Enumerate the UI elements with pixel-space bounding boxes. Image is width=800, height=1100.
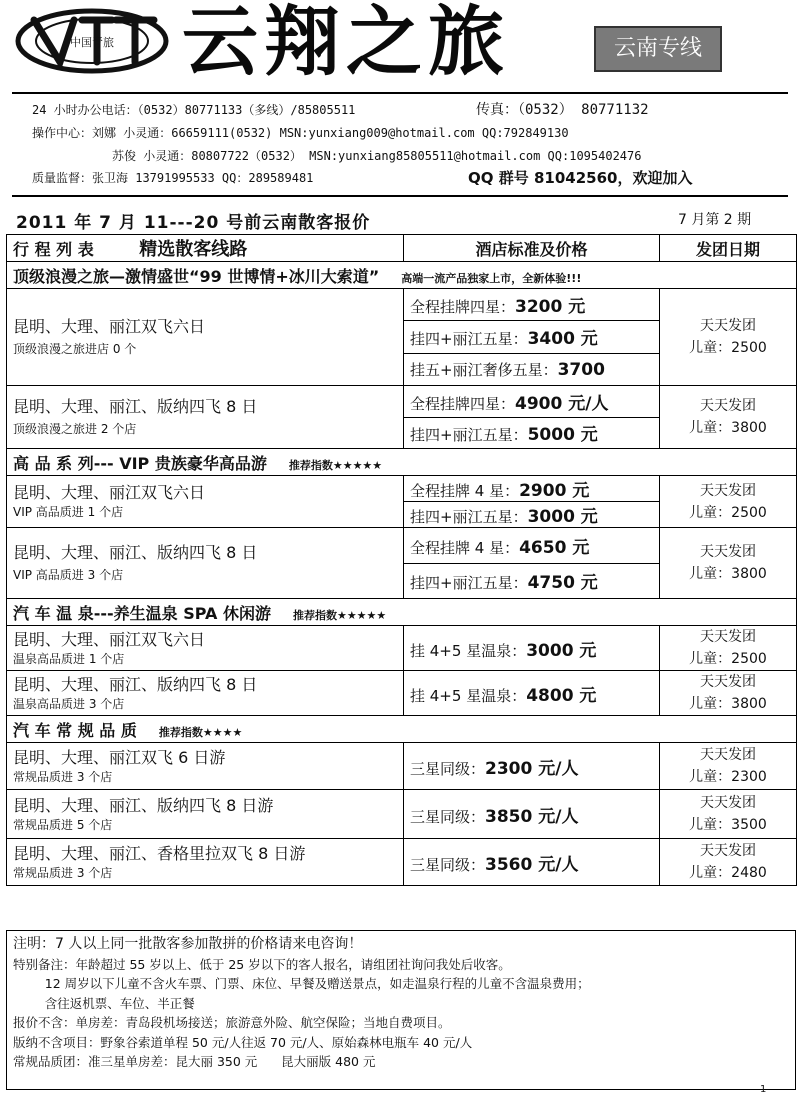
qq-group: QQ 群号 81042560，欢迎加入 — [468, 169, 693, 187]
departure-cell: 天天发团 儿童：3800 — [660, 386, 797, 449]
price-cell: 挂四+丽江五星：3000 元 — [404, 502, 660, 528]
route-sub: 温泉高品质进 1 个店 — [13, 651, 125, 666]
table-row — [7, 386, 797, 418]
table-row — [7, 528, 797, 564]
company-logo — [12, 6, 172, 76]
price-cell: 全程挂牌四星：4900 元/人 — [404, 386, 660, 418]
sheet-title: 2011 年 7 月 11---20 号前云南散客报价 — [16, 213, 371, 233]
header-divider-top — [12, 92, 788, 94]
header-divider-bottom — [12, 195, 788, 197]
table-header-row — [7, 235, 797, 262]
route-sub: 常规品质进 3 个店 — [13, 865, 113, 880]
price-cell: 挂四+丽江五星：3400 元 — [404, 321, 660, 353]
note-line: 12 周岁以下儿童不含火车票、门票、床位、早餐及赠送景点，如走温泉行程的儿童不含温泉费用； — [13, 976, 590, 991]
header-selected-routes: 精选散客线路 — [139, 239, 248, 260]
departure-cell: 天天发团 儿童：3800 — [660, 528, 797, 599]
route-sub: 常规品质进 5 个店 — [13, 817, 113, 832]
price-table — [6, 234, 797, 886]
section-title: 顶级浪漫之旅—激情盛世“99 世博情+冰川大索道” — [13, 266, 380, 286]
section-note: 推荐指数★★★★★ — [288, 458, 383, 472]
section-note: 推荐指数★★★★★ — [292, 608, 387, 622]
route-sub: 顶级浪漫之旅进店 0 个 — [13, 342, 137, 356]
departure-cell: 天天发团 儿童：2300 — [660, 743, 797, 790]
table-row — [7, 626, 797, 671]
note-line: 版纳不含项目：野象谷索道单程 50 元/人往返 70 元/人、原始森林电瓶车 40 元/人 — [13, 1034, 473, 1050]
issue-number: 7 月第 2 期 — [678, 212, 752, 228]
region-badge: 云南专线 — [594, 26, 722, 72]
notes-box — [6, 930, 796, 1090]
route-name: 昆明、大理、丽江双飞六日 — [13, 483, 206, 502]
departure-cell: 天天发团 儿童：2480 — [660, 839, 797, 886]
fax-line: 传真：（0532） 80771132 — [476, 102, 649, 118]
route-name: 昆明、大理、丽江双飞 6 日游 — [13, 747, 226, 767]
route-name: 昆明、大理、丽江、版纳四飞 8 日 — [13, 543, 258, 562]
departure-cell: 天天发团 儿童：3800 — [660, 671, 797, 716]
price-cell: 挂 4+5 星温泉：4800 元 — [404, 671, 660, 716]
table-row — [7, 476, 797, 502]
table-row — [7, 671, 797, 716]
quality-line: 质量监督：张卫海 13791995533 QQ：289589481 — [32, 171, 314, 185]
section-row — [7, 599, 797, 626]
price-cell: 全程挂牌四星：3200 元 — [404, 289, 660, 321]
price-cell: 挂四+丽江五星：5000 元 — [404, 417, 660, 449]
note-line: 报价不含：单房差：青岛段机场接送；旅游意外险、航空保险；当地自费项目。 — [13, 1015, 451, 1030]
note-line: 特别备注：年龄超过 55 岁以上、低于 25 岁以下的客人报名，请组团社询问我处后收客。 — [13, 956, 511, 972]
note-line: 含往返机票、车位、半正餐 — [13, 995, 195, 1011]
route-sub: VIP 高品质进 3 个店 — [13, 568, 124, 582]
price-cell: 全程挂牌 4 星：4650 元 — [404, 528, 660, 564]
departure-cell: 天天发团 儿童：2500 — [660, 476, 797, 528]
section-note: 高端一流产品独家上市，全新体验!!! — [401, 271, 582, 285]
logo-text: 中国青旅 — [70, 36, 114, 49]
price-cell: 挂五+丽江奢侈五星：3700 — [404, 353, 660, 385]
page-number: 1 — [760, 1084, 767, 1095]
table-row — [7, 790, 797, 839]
section-title: 汽 车 温 泉---养生温泉 SPA 休闲游 — [13, 603, 271, 623]
price-cell: 三星同级：2300 元/人 — [404, 743, 660, 790]
route-name: 昆明、大理、丽江、版纳四飞 8 日 — [13, 397, 258, 416]
table-row — [7, 839, 797, 886]
route-name: 昆明、大理、丽江双飞六日 — [13, 317, 206, 336]
table-row — [7, 743, 797, 790]
route-name: 昆明、大理、丽江、版纳四飞 8 日 — [13, 674, 258, 694]
section-title: 汽 车 常 规 品 质 — [13, 720, 137, 740]
price-cell: 三星同级：3560 元/人 — [404, 839, 660, 886]
price-cell: 挂四+丽江五星：4750 元 — [404, 563, 660, 599]
departure-cell: 天天发团 儿童：2500 — [660, 289, 797, 386]
header-departure: 发团日期 — [660, 235, 797, 262]
note-line: 注明：7 人以上同一批散客参加散拼的价格请来电咨询！ — [13, 936, 363, 952]
section-note: 推荐指数★★★★ — [158, 725, 243, 739]
route-name: 昆明、大理、丽江、版纳四飞 8 日游 — [13, 795, 274, 815]
section-row — [7, 449, 797, 476]
route-sub: 温泉高品质进 3 个店 — [13, 696, 125, 711]
route-name: 昆明、大理、丽江双飞六日 — [13, 629, 206, 649]
route-sub: 常规品质进 3 个店 — [13, 769, 113, 784]
route-sub: VIP 高品质进 1 个店 — [13, 505, 124, 519]
note-line: 常规品质团：准三星单房差：昆大丽 350 元 昆大丽版 480 元 — [13, 1054, 376, 1069]
phone-line: 24 小时办公电话：（0532）80771133（多线）/85805511 — [32, 103, 356, 117]
ops-line-2: 苏俊 小灵通：80807722（0532） MSN:yunxiang85805511@hotmail.com QQ:1095402476 — [112, 149, 642, 163]
price-cell: 三星同级：3850 元/人 — [404, 790, 660, 839]
route-name: 昆明、大理、丽江、香格里拉双飞 8 日游 — [13, 843, 306, 863]
price-cell: 挂 4+5 星温泉：3000 元 — [404, 626, 660, 671]
price-cell: 全程挂牌 4 星：2900 元 — [404, 476, 660, 502]
route-sub: 顶级浪漫之旅进 2 个店 — [13, 422, 137, 436]
section-row — [7, 262, 797, 289]
header-route-list: 行 程 列 表 — [13, 240, 94, 259]
section-title: 高 品 系 列--- VIP 贵族豪华高品游 — [13, 453, 267, 473]
departure-cell: 天天发团 儿童：2500 — [660, 626, 797, 671]
departure-cell: 天天发团 儿童：3500 — [660, 790, 797, 839]
table-row — [7, 289, 797, 321]
section-row — [7, 716, 797, 743]
header-hotel-price: 酒店标准及价格 — [404, 235, 660, 262]
brand-title: 云翔之旅 — [182, 0, 510, 86]
ops-line-1: 操作中心：刘娜 小灵通：66659111(0532) MSN:yunxiang009@hotmail.com QQ:792849130 — [32, 126, 569, 140]
